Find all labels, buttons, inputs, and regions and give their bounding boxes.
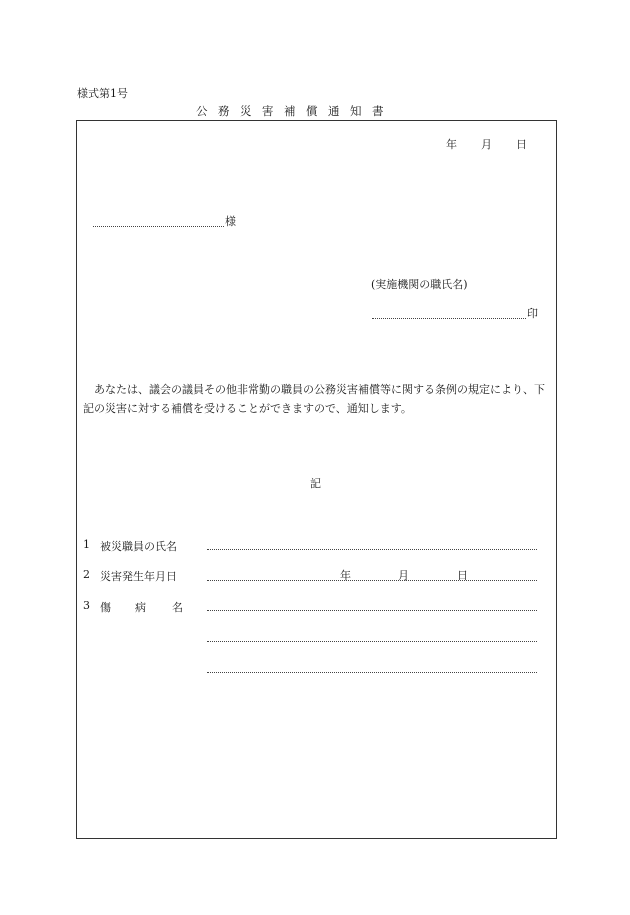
- issuer-signature-line: [372, 318, 526, 319]
- item-3-label-char-1: 傷: [100, 601, 111, 614]
- item-2-number: 2: [83, 568, 90, 581]
- item-3-label-char-3: 名: [172, 601, 183, 614]
- item-3-entry-line-1: [207, 610, 537, 611]
- date-month-label: 月: [481, 138, 492, 151]
- item-3-entry-line-2: [207, 641, 537, 642]
- document-title: 公務災害補償通知書: [196, 104, 394, 118]
- date-year-label: 年: [446, 138, 457, 151]
- seal-mark: 印: [527, 307, 538, 320]
- ki-heading: 記: [310, 477, 321, 490]
- form-number: 様式第1号: [77, 87, 128, 100]
- item-3-entry-line-3: [207, 672, 537, 673]
- notice-body-text: あなたは、議会の議員その他非常勤の職員の公務災害補償等に関する条例の規定により、下記の災害に対する補償を受けることができますので、通知します。: [83, 383, 545, 415]
- item-1-label: 被災職員の氏名: [100, 540, 177, 553]
- item-2-day-label: 日: [457, 569, 468, 582]
- item-1-number: 1: [83, 538, 90, 551]
- item-2-year-label: 年: [340, 569, 351, 582]
- item-2-month-label: 月: [398, 569, 409, 582]
- item-3-number: 3: [83, 599, 90, 612]
- item-1-entry-line: [207, 549, 537, 550]
- addressee-name-line: [93, 226, 224, 227]
- issuer-label: (実施機関の職氏名): [371, 278, 468, 291]
- item-2-entry-line: [207, 580, 537, 581]
- addressee-suffix: 様: [225, 215, 236, 228]
- date-day-label: 日: [516, 138, 527, 151]
- item-3-label-char-2: 病: [135, 601, 146, 614]
- item-2-label: 災害発生年月日: [100, 570, 177, 583]
